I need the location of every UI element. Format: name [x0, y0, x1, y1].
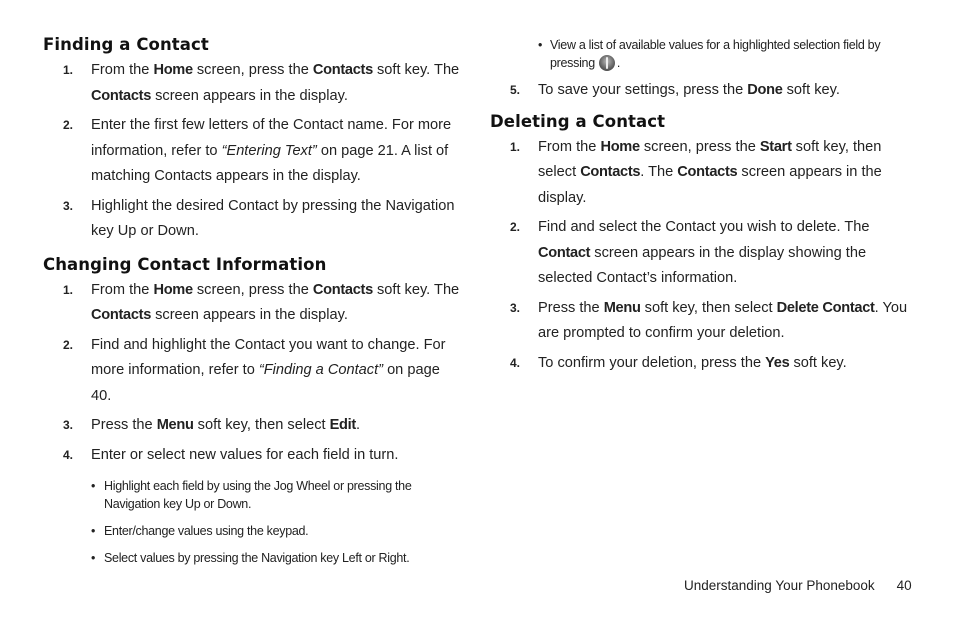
list-item: 5. To save your settings, press the Done soft key.	[510, 82, 840, 98]
cross-reference-link[interactable]: “Entering Text”	[221, 142, 317, 159]
page-number: 40	[896, 578, 912, 593]
list-item: 1. From the Home screen, press the Contacts soft key. The Contacts screen appears in the display.	[63, 62, 460, 104]
list-item: 2. Enter the first few letters of the Contact name. For more information, refer to “Entering Text” on page 21. A list of matching Contacts appears in the display.	[63, 117, 452, 184]
bullet-item: • View a list of available values for a highlighted selection field by pressing .	[538, 38, 881, 70]
list-item: 3. Highlight the desired Contact by pressing the Navigation key Up or Down.	[63, 197, 455, 239]
list-item: 3. Press the Menu soft key, then select Edit.	[63, 417, 361, 433]
changing-steps-continued	[490, 78, 910, 104]
list-item: 4. Enter or select new values for each field in turn.	[63, 446, 399, 463]
heading-deleting-contact: Deleting a Contact	[490, 111, 666, 131]
page-footer	[684, 578, 912, 593]
list-item: 3. Press the Menu soft key, then select Delete Contact. You are prompted to confirm your deletion.	[510, 299, 908, 341]
cross-reference-link[interactable]: “Finding a Contact”	[258, 362, 384, 378]
list-item: 2. Find and highlight the Contact you want to change. For more information, refer to “Finding a Contact” on page 40.	[63, 336, 446, 404]
jog-wheel-icon	[599, 55, 615, 71]
heading-changing-contact: Changing Contact Information	[43, 254, 327, 274]
heading-finding-contact: Finding a Contact	[43, 35, 209, 54]
bullet-item: • Highlight each field by using the Jog Wheel or pressing the Navigation key Up or Down.	[91, 479, 412, 511]
right-column	[490, 36, 910, 376]
footer-chapter-title: Understanding Your Phonebook	[684, 578, 875, 593]
list-item: 1. From the Home screen, press the Start soft key, then select Contacts. The Contacts screen appears in the display.	[510, 138, 882, 206]
list-item: 4. To confirm your deletion, press the Yes soft key.	[510, 354, 847, 371]
deleting-steps	[490, 135, 910, 377]
list-item: 2. Find and select the Contact you wish to delete. The Contact screen appears in the display showing the selected Contact’s information.	[510, 219, 870, 286]
left-column	[43, 34, 463, 567]
list-item: 1. From the Home screen, press the Contacts soft key. The Contacts screen appears in the display.	[63, 281, 460, 323]
changing-steps	[43, 278, 463, 469]
bullet-item: • Enter/change values using the keypad.	[91, 524, 309, 538]
finding-steps	[43, 58, 463, 245]
bullet-item: • Select values by pressing the Navigation key Left or Right.	[91, 551, 410, 565]
